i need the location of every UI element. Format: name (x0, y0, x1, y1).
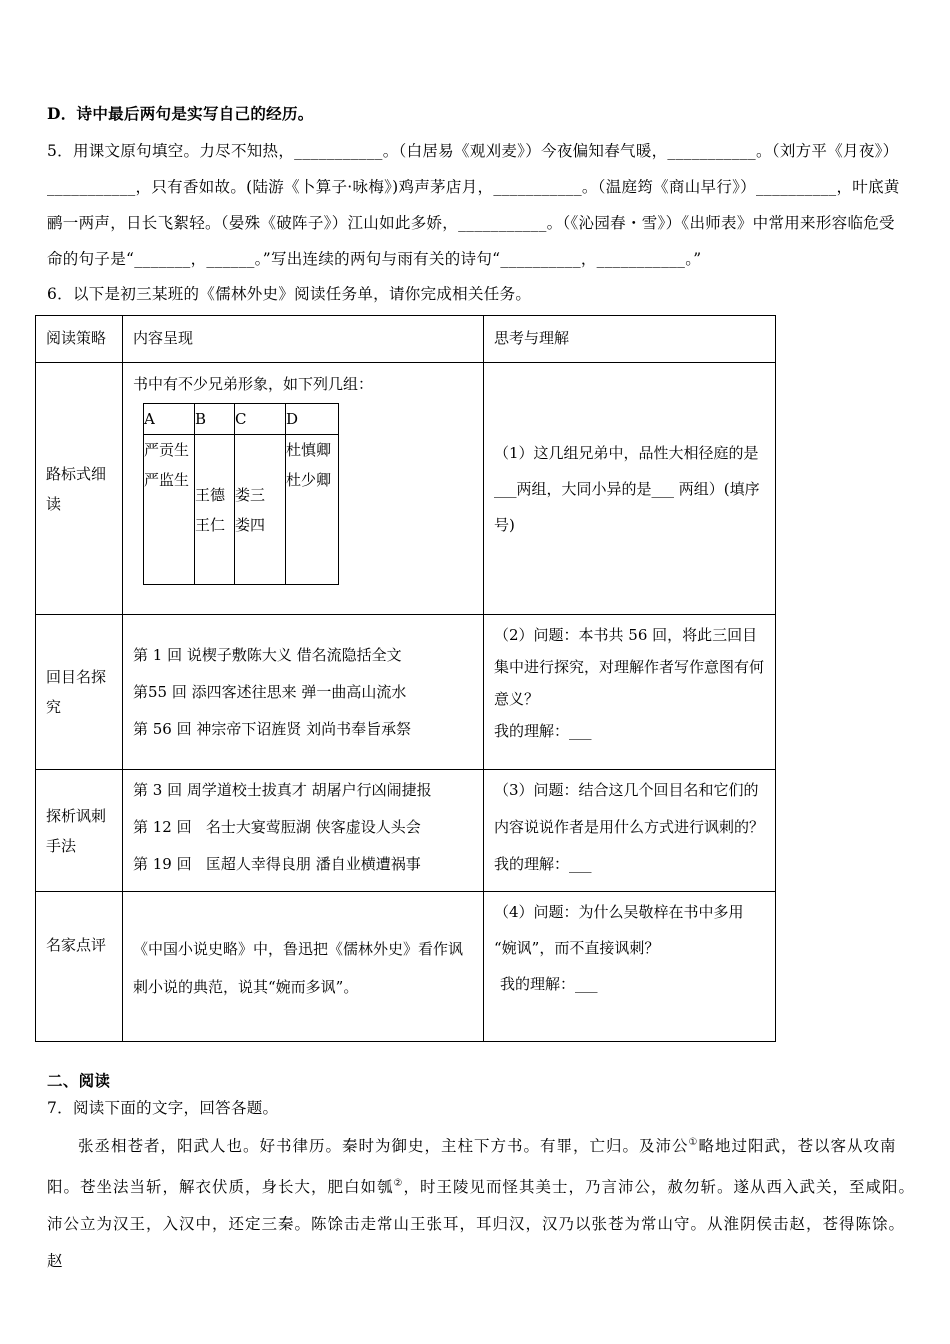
strategy-cell: 名家点评 (46, 936, 107, 954)
answer-2: 我的理解：___ (494, 722, 592, 740)
passage-text: 略地过阳武，苍以客从攻南阳。苍坐法当斩，解衣伏质，身长大，肥白如瓠 (47, 1137, 897, 1197)
option-d (47, 101, 909, 127)
strategy-cell: 回目名探究 (46, 668, 107, 716)
table-row (36, 892, 776, 1042)
question-4-cont: “婉讽”，而不直接讽刺？ (494, 939, 660, 957)
chapter-line: 第 1 回 说楔子敷陈大义 借名流隐括全文 (133, 645, 402, 664)
question-5: 5．用课文原句填空。力尽不知热，___________。（白居易《观刈麦》）今夜偏知春气暖，___________。（刘方平《月夜》）___________，只有香如故。(陆游《卜算子·咏梅》)鸡声茅店月，___________。（温庭筠《商山早行》）__________，叶底黄鹂一两声，日长飞絮轻。（晏殊《破阵子》）江山如此多娇，___________。（《沁园春・雪》）《出师表》中常用来形容临危受命的句子是“_______，______。”写出连续的两句与雨有关的诗句“__________，___________。” (47, 142, 900, 268)
group-label: C (235, 404, 286, 435)
question-4: （4）问题：为什么吴敬梓在书中多用 (494, 903, 744, 921)
group-names: 王德 王仁 (195, 435, 235, 585)
option-d-label: D． (47, 104, 77, 123)
passage-text: ，时王陵见而怪其美士，乃言沛公，赦勿斩。遂从西入武关，至咸阳。沛公立为汉王，入汉中，还定三秦。陈馀击走常山王张耳，耳归汉，汉乃以张苍为常山守。从淮阴侯击赵，苍得陈馀。赵 (47, 1178, 915, 1271)
passage-text: 张丞相苍者，阳武人也。好书律历。秦时为御史，主柱下方书。有罪，亡归。及沛公 (78, 1137, 689, 1156)
chapter-line: 第 19 回 匡超人幸得良朋 潘自业横遭祸事 (133, 855, 421, 873)
footnote-mark: ① (688, 1137, 699, 1148)
chapter-line: 第 56 回 神宗帝下诏旌贤 刘尚书奉旨承祭 (133, 719, 412, 738)
group-names: 杜慎卿 杜少卿 (286, 435, 339, 585)
strategy-cell: 探析讽刺手法 (46, 806, 107, 855)
option-d-text: 诗中最后两句是实写自己的经历。 (76, 104, 314, 123)
chapter-line: 第55 回 添四客述往思来 弹一曲高山流水 (133, 682, 407, 701)
table-row (36, 615, 776, 770)
question-1: （1）这几组兄弟中，品性大相径庭的是___两组，大同小异的是___ 两组）(填序号) (494, 443, 760, 534)
section-heading: 二、阅读 (47, 1071, 111, 1090)
question-6: 6．以下是初三某班的《儒林外史》阅读任务单，请你完成相关任务。 (47, 285, 532, 303)
header-thinking: 思考与理解 (494, 329, 570, 347)
group-names: 娄三 娄四 (235, 435, 286, 585)
group-label: A (144, 404, 195, 435)
header-content: 内容呈现 (133, 329, 194, 347)
group-names: 严贡生 严监生 (144, 435, 195, 585)
table-row (36, 363, 776, 615)
question-2: （2）问题：本书共 56 回，将此三回目集中进行探究，对理解作者写作意图有何意义？ (494, 626, 765, 708)
group-label: D (286, 404, 339, 435)
answer-4: 我的理解：___ (500, 975, 598, 993)
reading-task-table (35, 315, 776, 1042)
strategy-cell: 路标式细读 (46, 464, 107, 513)
classical-passage (47, 1124, 917, 1280)
header-strategy: 阅读策略 (46, 329, 107, 347)
table-row (36, 770, 776, 892)
footnote-mark: ② (393, 1178, 404, 1190)
question-7: 7．阅读下面的文字，回答各题。 (47, 1099, 279, 1117)
table-header-row (36, 316, 776, 363)
content-intro: 书中有不少兄弟形象，如下列几组： (133, 375, 374, 393)
brothers-table (143, 403, 339, 585)
group-label: B (195, 404, 235, 435)
critic-comment: 《中国小说史略》中，鲁迅把《儒林外史》看作讽刺小说的典范，说其“婉而多讽”。 (133, 940, 464, 996)
chapter-line: 第 3 回 周学道校士拔真才 胡屠户行凶闹捷报 (133, 781, 432, 799)
chapter-line: 第 12 回 名士大宴莺脰湖 侠客虚设人头会 (133, 818, 421, 836)
question-3: （3）问题：结合这几个回目名和它们的内容说说作者是用什么方式进行讽刺的？我的理解：___ (494, 781, 765, 873)
